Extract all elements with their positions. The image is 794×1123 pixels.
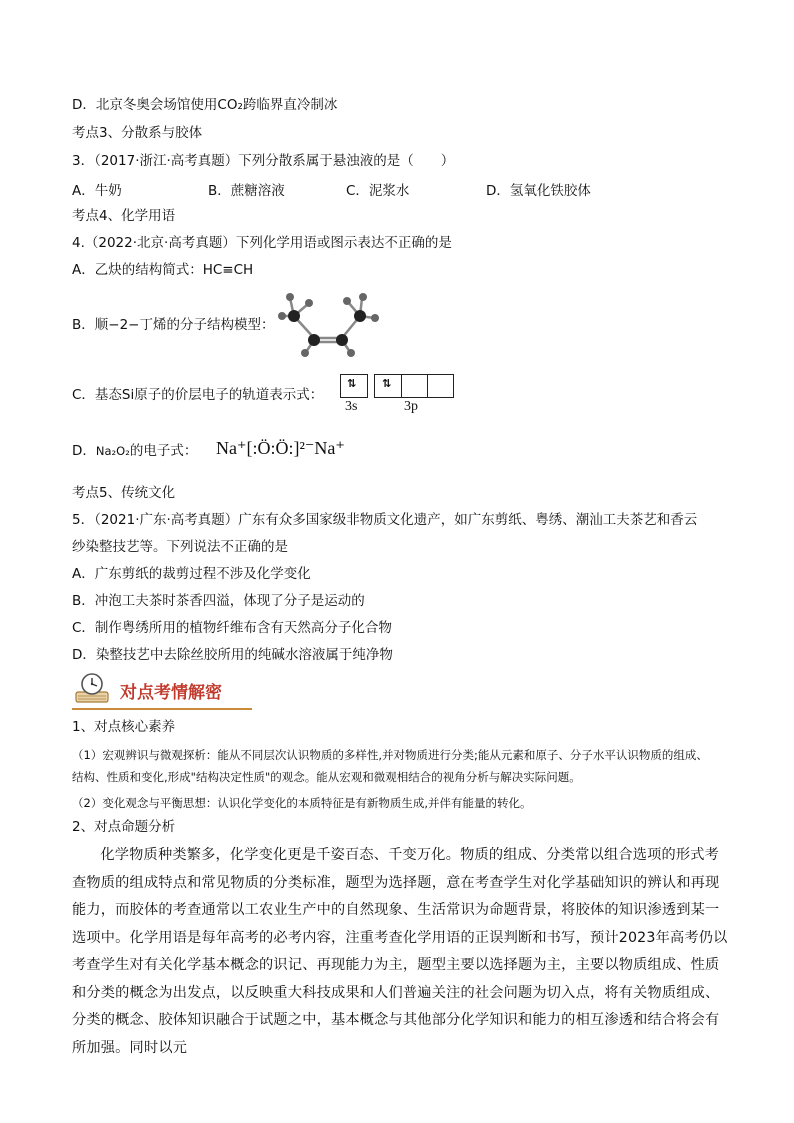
orbital-3s-box [340, 374, 368, 398]
literacy-point-2: （2）变化观念与平衡思想：认识化学变化的本质特征是有新物质生成,并伴有能量的转化。 [72, 796, 532, 810]
question-5-line2: 纱染整技艺等。下列说法不正确的是 [72, 539, 288, 555]
option-d-beijing: D．北京冬奥会场馆使用CO₂跨临界直冷制冰 [72, 97, 338, 113]
q4-option-c: C．基态Si原子的价层电子的轨道表示式： [72, 387, 324, 403]
q4-option-a: A．乙炔的结构简式：HC≡CH [72, 262, 254, 278]
question-4: 4.（2022·北京·高考真题）下列化学用语或图示表达不正确的是 [72, 235, 452, 251]
q3-option-d: D．氢氧化铁胶体 [486, 183, 591, 199]
electron-formula: Na⁺[:Ö:Ö:]²⁻Na⁺ [216, 438, 345, 458]
clock-book-icon [72, 672, 112, 706]
question-3: 3．（2017·浙江·高考真题）下列分散系属于悬浊液的是（ ） [72, 153, 455, 169]
q5-option-c: C．制作粤绣所用的植物纤维布含有天然高分子化合物 [72, 620, 392, 636]
q4-option-b: B．顺−2−丁烯的分子结构模型： [72, 317, 275, 333]
keypoint-4: 考点4、化学用语 [72, 208, 176, 224]
analysis-paragraph: 化学物质种类繁多，化学变化更是千姿百态、千变万化。物质的组成、分类常以组合选项的形式考查物质的组成特点和常见物质的分类标准，题型为选择题，意在考查学生对化学基础知识的辨认和再现能力，而胶体的考查通常以工农业生产中的自然现象、生活常识为命题背景，将胶体的知识渗透到某一选项中。化学用语是每年高考的必考内容，注重考查化学用语的正误判断和书写，预计2023年高考仍以考查学生对有关化学基本概念的识记、再现能力为主，题型主要以选择题为主，主要以物质组成、性质和分类的概念为出发点，以反映重大科技成果和人们普遍关注的社会问题为切入点，将有关物质组成、分类的概念、胶体知识融合于试题之中，基本概念与其他部分化学知识和能力的相互渗透和结合将会有所加强。同时以元 [72, 847, 728, 1056]
keypoint-3: 考点3、分散系与胶体 [72, 125, 203, 141]
q3-option-b: B．蔗糖溶液 [208, 183, 285, 199]
literacy-point-1-line1: （1）宏观辨识与微观探析：能从不同层次认识物质的多样性,并对物质进行分类;能从元素和原子、分子水平认识物质的组成、 [72, 748, 708, 762]
q5-option-b: B．冲泡工夫茶时茶香四溢，体现了分子是运动的 [72, 593, 365, 609]
question-5-line1: 5．（2021·广东·高考真题）广东有众多国家级非物质文化遗产，如广东剪纸、粤绣、潮汕工夫茶艺和香云 [72, 512, 698, 528]
subsection-2-title: 2、对点命题分析 [72, 819, 176, 835]
q3-option-c: C．泥浆水 [346, 183, 410, 199]
subsection-1-title: 1、对点核心素养 [72, 719, 176, 735]
q4-option-d: D．Na₂O₂的电子式： [72, 443, 198, 459]
literacy-point-1-line2: 结构、性质和变化,形成"结构决定性质"的观念。能从宏观和微观相结合的视角分析与解决实际问题。 [72, 770, 581, 784]
keypoint-5: 考点5、传统文化 [72, 485, 176, 501]
q5-option-a: A．广东剪纸的裁剪过程不涉及化学变化 [72, 566, 311, 582]
orbital-label-3s: 3s [345, 399, 358, 414]
paired-electrons-icon: ⇅ [347, 377, 357, 390]
q3-option-a: A．牛奶 [72, 183, 122, 199]
orbital-label-3p: 3p [404, 399, 418, 414]
paired-electrons-icon: ⇅ [382, 377, 392, 390]
na2o2-formula: Na₂O₂ [95, 444, 130, 458]
section-title-text: 对点考情解密 [120, 683, 222, 703]
section-divider [72, 708, 252, 710]
orbital-3p-box [374, 374, 454, 398]
q5-option-d: D．染整技艺中去除丝胶所用的纯碱水溶液属于纯净物 [72, 647, 393, 663]
butene-model-icon [276, 288, 380, 358]
